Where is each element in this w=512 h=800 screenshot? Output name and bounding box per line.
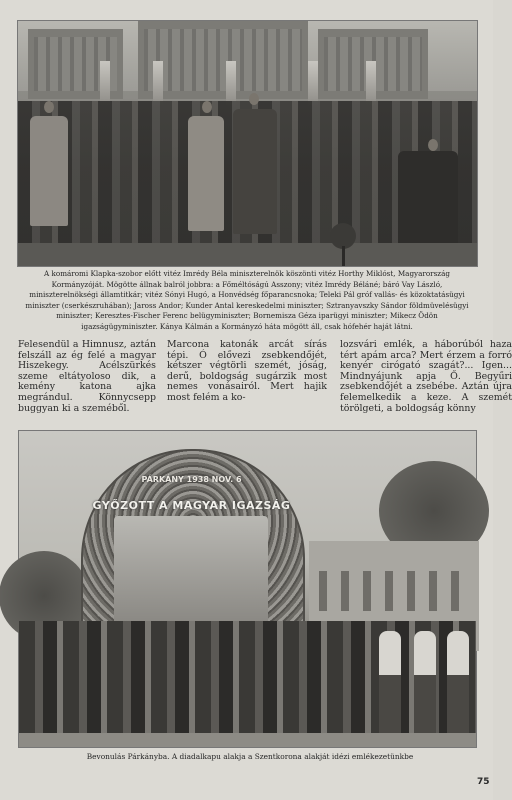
article-column-2	[167, 340, 327, 404]
photo-klapka-statue-ceremony	[17, 20, 478, 267]
platform-steps	[18, 243, 477, 266]
flag	[308, 61, 318, 106]
building-center	[138, 21, 308, 99]
head	[428, 139, 438, 151]
girl-in-folk-dress	[414, 631, 436, 741]
flag	[366, 61, 376, 106]
girl-in-folk-dress	[379, 631, 401, 741]
column-1-text: Felesendül a Himnusz, aztán felszáll az ég felé a magyar Hiszekegy. Acélszürkés szeme eltátyoloso dik, a kemény katona ajka megrándul. Könnycsepp buggyan ki a szeméből.	[18, 339, 156, 414]
flag	[100, 61, 110, 106]
girl-in-folk-dress	[447, 631, 469, 741]
road	[19, 733, 476, 747]
photo1-caption: A komáromi Klapka-szobor előtt vitéz Imrédy Béla miniszterelnök köszönti vitéz Horthy Miklóst, Magyarország Kormányzóját. Mögötte állnak balról jobbra: a Főméltóságú Asszony; vitéz Imrédy Béláné; báró Vay László, miniszterelnökségi államtitkár; vitéz Sónyi Hugó, a Honvédség főparancsnoka; Teleki Pál gróf vallás- és közoktatásügyi miniszter (cserkészruhában); Jaross Andor; Kunder Antal kereskedelmi miniszter; Sztranyavszky Sándor földmüvelésügyi miniszter; Keresztes-Fischer Ferenc belügyminiszter; Bornemisza Géza iparügyi miniszter; Mikecz Ödön igazságügyminiszter. Kánya Kálmán a Kormányzó háta mögött áll, csak hófehér haját látni.	[25, 269, 469, 331]
head	[202, 101, 212, 113]
column-2-text: Marcona katonák arcát sírás tépi. Ó elővezi zsebkendőjét, kétszer végtörli szemét, jóság, derű, boldogság sugárzik most nemes vonásairól. Mert hajik most felém a ko-	[167, 339, 327, 403]
head	[44, 101, 54, 113]
head	[249, 93, 259, 105]
page-number: 75	[477, 777, 490, 787]
flag	[153, 61, 163, 106]
photo-parkany-entry	[18, 430, 477, 748]
article-column-3	[340, 340, 512, 414]
article-columns	[18, 339, 512, 420]
officer-light-uniform	[188, 116, 224, 231]
lady-in-light-coat	[30, 116, 68, 226]
arch-top-inscription: PÁRKÁNY 1938 NOV. 6	[141, 475, 242, 484]
flag	[226, 61, 236, 106]
arch-opening	[114, 516, 268, 624]
column-3-text: lozsvári emlék, a háborúból haza tért apám arca? Mert érzem a forró kenyér cirógató szagát?... Igen... Mindnyájunk apja Ő. Begyűri zsebkendőjét a zsebébe. Aztán újra felemelkedik a keze. A szemét törölgeti, a boldogság könny	[340, 339, 512, 414]
horthy-in-uniform	[233, 109, 277, 234]
marching-band	[19, 621, 476, 747]
article-column-1	[18, 340, 156, 414]
microphone-stand	[342, 246, 345, 266]
photo2-caption: Bevonulás Párkányba. A diadalkapu alakja a Szentkorona alakját idézi emlékezetünkbe	[86, 752, 414, 761]
man-in-dark-coat	[398, 151, 458, 246]
arch-banner: GYŐZOTT A MAGYAR IGAZSÁG	[92, 499, 291, 512]
